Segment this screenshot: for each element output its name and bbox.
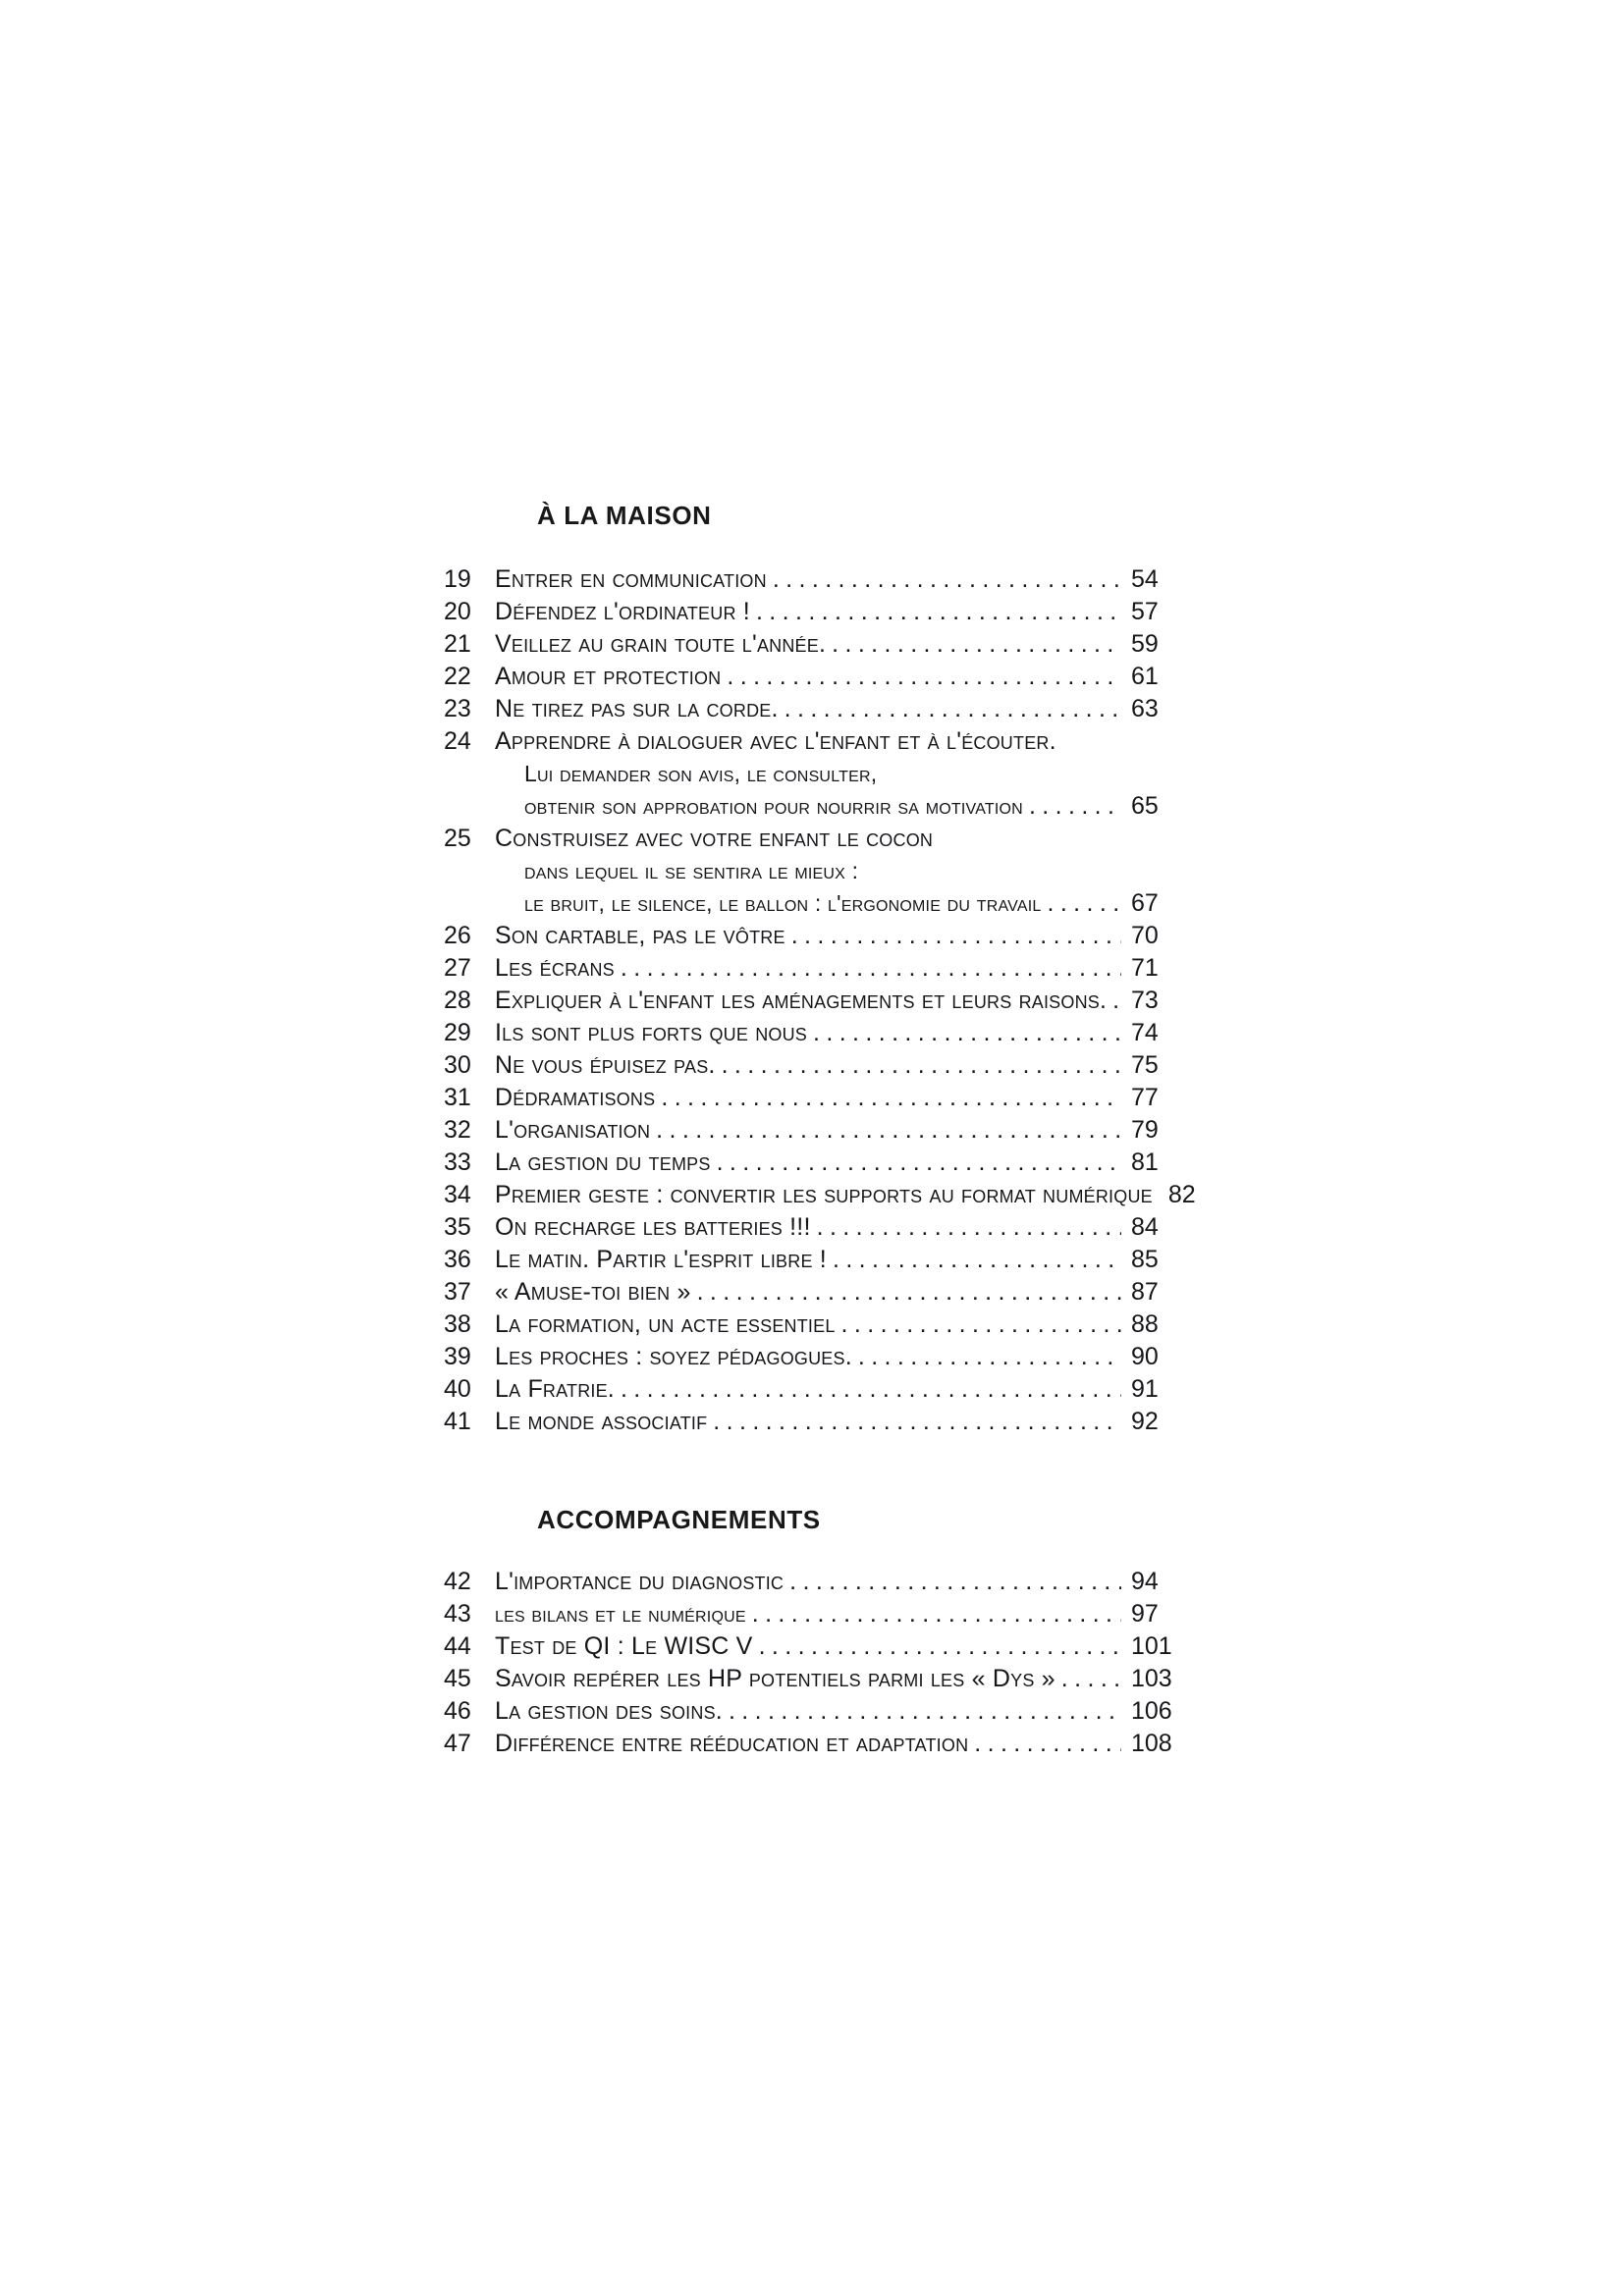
entry-number: 36 [444,1246,471,1273]
page-number: 92 [1131,1408,1159,1435]
dot-leader [661,1082,1121,1114]
entry-body [495,1663,1190,1695]
entry-body [495,823,1190,920]
entry-body [495,1341,1190,1373]
entry-line [495,1728,1190,1760]
dot-leader [974,1728,1121,1760]
dot-leader [1112,985,1121,1017]
entry-title: Savoir repérer les HP potentiels parmi les « Dys » [495,1665,1055,1692]
page-number: 88 [1131,1310,1159,1338]
dot-leader [722,1049,1121,1082]
page-number: 63 [1131,695,1159,722]
entry-title: obtenir son approbation pour nourrir sa motivation [524,793,1023,819]
entry-line [495,920,1190,952]
entry-title: Ils sont plus forts que nous [495,1019,807,1046]
entry-line [495,1663,1190,1695]
entry-title: Le monde associatif [495,1408,708,1435]
entry-number: 45 [444,1665,471,1692]
dot-leader [813,1017,1121,1049]
entry-number: 23 [444,695,471,722]
entry-title: La gestion des soins. [495,1697,723,1725]
entry-title: On recharge les batteries !!! [495,1213,811,1241]
toc-entry[interactable] [444,1017,1190,1049]
entry-body [495,1630,1190,1663]
entry-title: La Fratrie. [495,1375,615,1403]
entry-number: 33 [444,1148,471,1176]
page-number: 71 [1131,954,1159,982]
entry-line [495,1049,1190,1082]
entry-line [495,1695,1190,1728]
entry-title: dans lequel il se sentira le mieux : [524,858,859,883]
entry-title: Lui demander son avis, le consulter, [524,761,878,786]
entry-number: 25 [444,825,471,852]
page-number: 101 [1131,1632,1172,1660]
toc-entry[interactable] [444,1082,1190,1114]
entry-body [495,1308,1190,1341]
entry-body [495,596,1190,628]
entry-number: 47 [444,1730,471,1757]
dot-leader [1061,1663,1121,1695]
entry-line [495,952,1190,985]
dot-leader [656,1114,1121,1147]
entry-line [495,1179,1196,1211]
entry-number: 38 [444,1310,471,1338]
entry-number: 24 [444,727,471,755]
entry-title: La formation, un acte essentiel [495,1310,836,1338]
toc-entry[interactable] [444,596,1190,628]
entry-number: 41 [444,1408,471,1435]
dot-leader [773,563,1121,596]
entry-number: 35 [444,1213,471,1241]
entry-number: 22 [444,663,471,690]
toc-entry[interactable] [444,1114,1190,1147]
entry-body [495,1049,1190,1082]
page-number: 84 [1131,1213,1159,1241]
page-number: 70 [1131,922,1159,949]
toc-entry[interactable] [444,1244,1190,1276]
dot-leader [841,1308,1121,1341]
entry-title: Expliquer à l'enfant les aménagements et leurs raisons. [495,987,1108,1014]
entry-line [495,855,1190,887]
toc-entry[interactable] [444,1179,1196,1211]
toc-entry[interactable] [444,1373,1190,1406]
entry-line [495,1341,1190,1373]
entry-title: Dédramatisons [495,1084,656,1111]
entry-number: 46 [444,1697,471,1725]
entry-number: 29 [444,1019,471,1046]
entry-body [495,985,1190,1017]
toc-container [444,501,1196,1760]
entry-title: La gestion du temps [495,1148,711,1176]
entry-line [495,1211,1190,1244]
entry-number: 43 [444,1600,471,1628]
toc-entry[interactable] [444,985,1190,1017]
toc-entry[interactable] [444,920,1190,952]
entry-line [495,1276,1190,1308]
entry-title: le bruit, le silence, le ballon : l'ergonomie du travail [524,890,1042,916]
toc-entry[interactable] [444,1406,1190,1438]
entry-title: « Amuse-toi bien » [495,1278,691,1306]
entry-line [495,596,1190,628]
dot-leader [713,1406,1121,1438]
entry-line [495,563,1190,596]
dot-leader [858,1341,1121,1373]
entry-body [495,1566,1190,1598]
entry-number: 37 [444,1278,471,1306]
dot-leader [784,693,1121,725]
entry-line [495,887,1190,920]
toc-entry[interactable] [444,661,1190,693]
entry-title: Ne vous épuisez pas. [495,1051,716,1079]
toc-entry[interactable] [444,1276,1190,1308]
entry-line [495,725,1190,758]
entry-title: Apprendre à dialoguer avec l'enfant et à l'écouter. [495,727,1056,755]
entry-line [495,758,1190,790]
dot-leader [833,1244,1121,1276]
entry-number: 31 [444,1084,471,1111]
entry-number: 34 [444,1181,471,1208]
entry-title: les bilans et le numérique [495,1601,746,1627]
page-number: 73 [1131,987,1159,1014]
entry-line [495,985,1190,1017]
page-number: 65 [1131,792,1159,820]
entry-line [495,1598,1190,1630]
entry-line [495,693,1190,725]
entry-line [495,628,1190,661]
entry-title: Les écrans [495,954,615,982]
entry-title: L'importance du diagnostic [495,1568,784,1595]
toc-entry[interactable] [444,1147,1190,1179]
page-number: 79 [1131,1116,1159,1144]
dot-leader [697,1276,1121,1308]
toc-entry[interactable] [444,1211,1190,1244]
page-number: 106 [1131,1697,1172,1725]
entry-title: Veillez au grain toute l'année. [495,630,827,658]
page-number: 77 [1131,1084,1159,1111]
entry-line [495,661,1190,693]
entry-body [495,1114,1190,1147]
entry-body [495,1695,1190,1728]
dot-leader [791,920,1121,952]
entry-body [495,1598,1190,1630]
toc-entry[interactable] [444,1695,1190,1728]
entry-title: Entrer en communication [495,565,767,593]
entry-title: Les proches : soyez pédagogues. [495,1343,852,1370]
entry-title: Son cartable, pas le vôtre [495,922,785,949]
entry-body [495,725,1190,823]
page-number: 108 [1131,1730,1172,1757]
entry-line [495,1082,1190,1114]
entry-line [495,1566,1190,1598]
toc-entry[interactable] [444,725,1190,823]
entry-number: 27 [444,954,471,982]
toc-entry[interactable] [444,563,1190,596]
entry-body [495,1373,1190,1406]
entry-body [495,1728,1190,1760]
entry-number: 42 [444,1568,471,1595]
entry-body [495,1211,1190,1244]
toc-entry[interactable] [444,1598,1190,1630]
toc-entry[interactable] [444,1308,1190,1341]
dot-leader [759,1630,1121,1663]
toc-entry[interactable] [444,1566,1190,1598]
toc-entry[interactable] [444,1341,1190,1373]
page-number: 90 [1131,1343,1159,1370]
entry-title: Ne tirez pas sur la corde. [495,695,779,722]
entry-line [495,1147,1190,1179]
entry-line [495,1406,1190,1438]
entry-body [495,1017,1190,1049]
dot-leader [717,1147,1121,1179]
entry-line [495,1114,1190,1147]
page-number: 61 [1131,663,1159,690]
entry-title: Amour et protection [495,663,722,690]
dot-leader [621,952,1121,985]
entry-number: 28 [444,987,471,1014]
entry-number: 44 [444,1632,471,1660]
entry-body [495,661,1190,693]
entry-number: 26 [444,922,471,949]
entry-body [495,1244,1190,1276]
dot-leader [727,661,1121,693]
entry-title: L'organisation [495,1116,651,1144]
entry-line [495,790,1190,823]
entry-body [495,1179,1196,1211]
entry-title: Le matin. Partir l'esprit libre ! [495,1246,827,1273]
section-heading: ACCOMPAGNEMENTS [537,1505,821,1534]
entry-body [495,1406,1190,1438]
entry-number: 21 [444,630,471,658]
entry-line [495,1017,1190,1049]
page-number: 81 [1131,1148,1159,1176]
page-number: 54 [1131,565,1159,593]
toc-entry[interactable] [444,1630,1190,1663]
entry-body [495,563,1190,596]
entry-number: 20 [444,598,471,625]
toc-entry[interactable] [444,628,1190,661]
page-number: 94 [1131,1568,1159,1595]
dot-leader [756,596,1121,628]
page-number: 97 [1131,1600,1159,1628]
entry-body [495,1082,1190,1114]
page-number: 87 [1131,1278,1159,1306]
page-number: 91 [1131,1375,1159,1403]
page-number: 59 [1131,630,1159,658]
entry-line [495,1244,1190,1276]
dot-leader [1047,887,1121,920]
entry-body [495,952,1190,985]
page-number: 85 [1131,1246,1159,1273]
entry-line [495,1308,1190,1341]
toc-entry[interactable] [444,1728,1190,1760]
dot-leader [752,1598,1121,1630]
entry-body [495,628,1190,661]
page-number: 74 [1131,1019,1159,1046]
section-heading: À LA MAISON [537,501,712,530]
toc-entry-list [444,563,1196,1438]
entry-line [495,1373,1190,1406]
entry-title: Construisez avec votre enfant le cocon [495,825,934,852]
dot-leader [1029,790,1121,823]
toc-entry[interactable] [444,693,1190,725]
entry-body [495,1147,1190,1179]
toc-entry[interactable] [444,823,1190,920]
toc-entry[interactable] [444,1663,1190,1695]
entry-number: 19 [444,565,471,593]
entry-title: Défendez l'ordinateur ! [495,598,750,625]
page-number: 57 [1131,598,1159,625]
entry-number: 40 [444,1375,471,1403]
dot-leader [832,628,1121,661]
page-number: 67 [1131,889,1159,917]
toc-entry[interactable] [444,952,1190,985]
page-number: 82 [1167,1181,1196,1208]
entry-title: Test de QI : Le WISC V [495,1632,753,1660]
toc-entry[interactable] [444,1049,1190,1082]
dot-leader [621,1373,1121,1406]
entry-body [495,920,1190,952]
dot-leader [817,1211,1121,1244]
entry-body [495,693,1190,725]
entry-title: Premier geste : convertir les supports au format numérique [495,1181,1153,1208]
page-number: 103 [1131,1665,1172,1692]
dot-leader [789,1566,1121,1598]
entry-body [495,1276,1190,1308]
dot-leader [729,1695,1121,1728]
entry-line [495,1630,1190,1663]
toc-entry-list [444,1566,1190,1760]
entry-number: 32 [444,1116,471,1144]
page-number: 75 [1131,1051,1159,1079]
entry-number: 39 [444,1343,471,1370]
entry-number: 30 [444,1051,471,1079]
entry-title: Différence entre rééducation et adaptation [495,1730,969,1757]
entry-line [495,823,1190,855]
